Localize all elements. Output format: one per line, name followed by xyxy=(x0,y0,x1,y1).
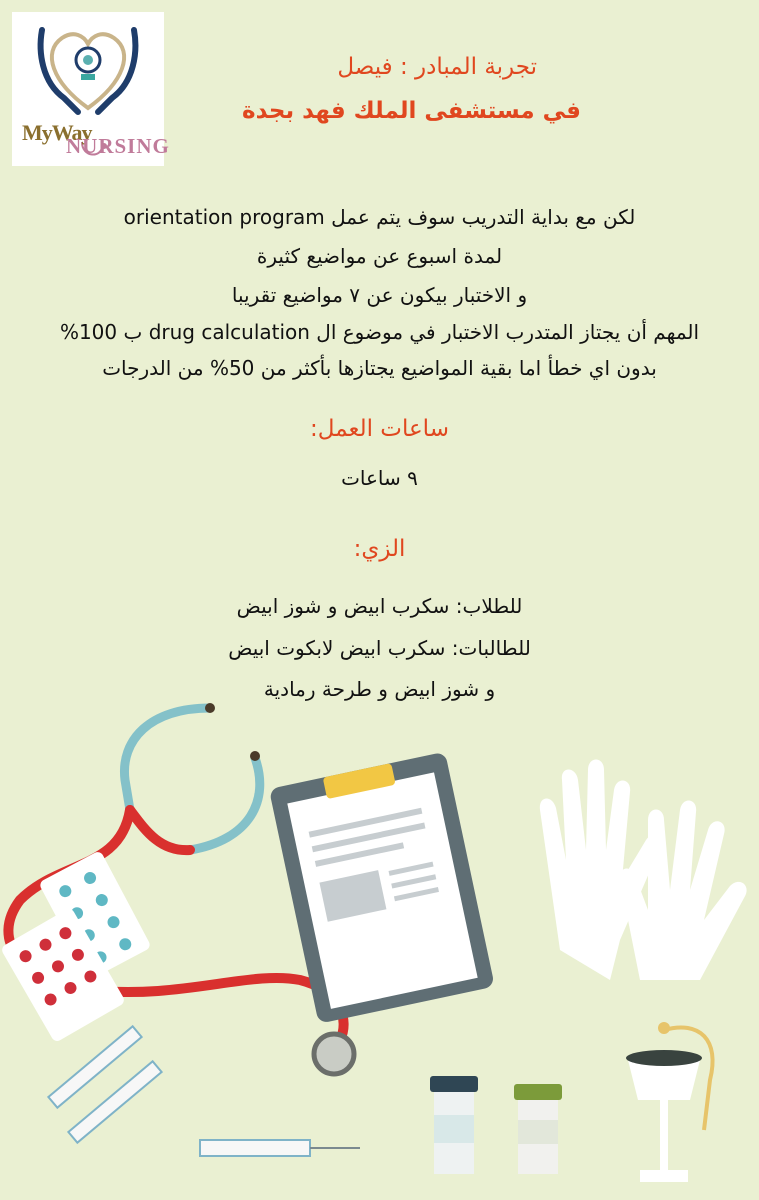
hours-value: ٩ ساعات xyxy=(341,466,418,490)
orientation-line-3: و الاختبار بيكون عن ٧ مواضيع تقريبا xyxy=(231,283,528,307)
logo-word-myway: MyWay xyxy=(22,120,92,145)
uniform-line-shoes-scarf: و شوز ابيض و طرحة رمادية xyxy=(263,677,496,701)
uniform-line-students-female: للطالبات: سكرب ابيض لابكوت ابيض xyxy=(228,636,531,660)
medicine-bottle-icon xyxy=(430,1076,562,1174)
orientation-line-1: لكن مع بداية التدريب سوف يتم عمل orientation program xyxy=(123,205,636,229)
myway-nursing-logo xyxy=(12,12,170,166)
orientation-line-5: بدون اي خطأ اما بقية المواضيع يجتازها بأكثر من 50% من الدرجات xyxy=(102,356,657,380)
pill-blister-icon xyxy=(0,850,152,1043)
title-hospital: في مستشفى الملك فهد بجدة xyxy=(242,98,581,124)
orientation-line-4: المهم أن يجتاز المتدرب الاختبار في موضوع ال drug calculation ب 100% xyxy=(59,320,700,344)
logo-word-nursing: NURSING xyxy=(66,134,170,158)
orientation-line-2: لمدة اسبوع عن مواضيع كثيرة xyxy=(256,244,503,268)
gloves-icon xyxy=(540,760,747,981)
hours-heading: ساعات العمل: xyxy=(310,416,449,442)
uniform-line-students-male: للطلاب: سكرب ابيض و شوز ابيض xyxy=(236,594,523,618)
iv-stand-icon xyxy=(626,1022,713,1182)
medical-illustration xyxy=(0,700,759,1200)
title-initiator: تجربة المبادر : فيصل xyxy=(337,54,537,80)
uniform-heading: الزي: xyxy=(353,536,406,562)
